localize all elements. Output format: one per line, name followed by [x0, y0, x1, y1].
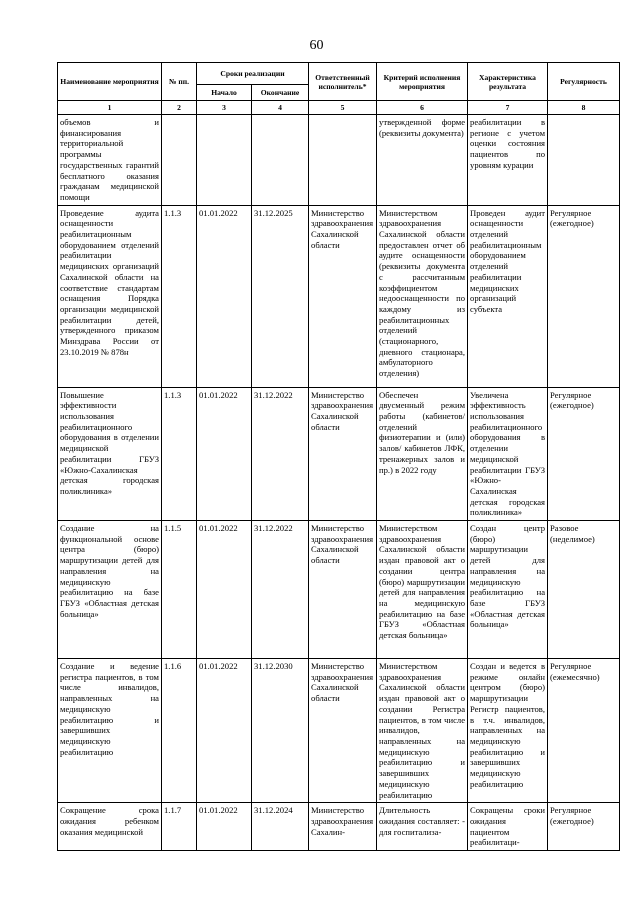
measures-table: [57, 62, 620, 851]
table-row: [58, 387, 620, 520]
cell-result: Увеличена эффективность использования реабилитационного оборудования в отделении медицинской реабилитации ГБУЗ «Южно-Сахалинская детская городская поликлиника»: [468, 387, 548, 520]
cell-criterion: утвержденной форме (реквизиты документа): [377, 115, 468, 206]
cell-num: [162, 115, 197, 206]
header-end: Окончание: [252, 85, 309, 101]
cell-name: Проведение аудита оснащенности реабилитационным оборудованием отделений реабилитации медицинских организаций Сахалинской области на соответствие стандартам оснащения Порядка организации медицинской реабилитации детей, утвержденного приказом Минздрава России от 23.10.2019 № 878н: [58, 205, 162, 387]
page-number: 60: [309, 38, 324, 53]
cell-regularity: Регулярное (ежегодное): [548, 387, 620, 520]
cell-start: [197, 115, 252, 206]
cell-regularity: Регулярное (ежегодное): [548, 803, 620, 851]
header-number-3: 3: [197, 101, 252, 115]
table-row: [58, 205, 620, 387]
cell-criterion: Министерством здравоохранения Сахалинской области издан правовой акт о создании центра (бюро) маршрутизации детей для направления на медицинскую реабилитацию на базе ГБУЗ «Областная детская больница»: [377, 521, 468, 659]
cell-regularity: [548, 115, 620, 206]
cell-num: 1.1.7: [162, 803, 197, 851]
header-name: Наименование мероприятия: [58, 63, 162, 101]
cell-criterion: Длительность ожидания составляет: - для госпитализа-: [377, 803, 468, 851]
header-regularity: Регулярность: [548, 63, 620, 101]
cell-result: Проведен аудит оснащенности отделений реабилитационным оборудованием отделений реабилитации медицинских организаций субъекта: [468, 205, 548, 387]
cell-responsible: [309, 115, 377, 206]
cell-start: 01.01.2022: [197, 521, 252, 659]
cell-result: реабилитации в регионе с учетом оценки состояния пациентов по уровням курации: [468, 115, 548, 206]
cell-result: Создан и ведется в режиме онлайн центром (бюро) маршрутизации Регистр пациентов, в т.ч. инвалидов, направленных на медицинскую реабилитацию и завершивших медицинскую реабилитацию: [468, 659, 548, 803]
header-period: Сроки реализации: [197, 63, 309, 85]
cell-regularity: Разовое (неделимое): [548, 521, 620, 659]
header-number-6: 6: [377, 101, 468, 115]
cell-start: 01.01.2022: [197, 803, 252, 851]
table-row: [58, 115, 620, 206]
cell-name: Создание и ведение регистра пациентов, в том числе инвалидов, направленных на медицинскую реабилитацию и завершивших медицинскую реабилитацию: [58, 659, 162, 803]
cell-end: 31.12.2022: [252, 387, 309, 520]
cell-name: объемов и финансирования территориальной программы государственных гарантий бесплатного оказания гражданам медицинской помощи: [58, 115, 162, 206]
header-num: № пп.: [162, 63, 197, 101]
header-number-8: 8: [548, 101, 620, 115]
cell-criterion: Министерством здравоохранения Сахалинской области предоставлен отчет об аудите оснащенности (реквизиты документа с рассчитанным коэффициентом недооснащенности по каждому из реабилитационных отделений (стационарного, дневного стационара, амбулаторного отделения): [377, 205, 468, 387]
header-result: Характеристика результата: [468, 63, 548, 101]
table-row: [58, 521, 620, 659]
cell-end: [252, 115, 309, 206]
header-start: Начало: [197, 85, 252, 101]
cell-start: 01.01.2022: [197, 387, 252, 520]
header-number-5: 5: [309, 101, 377, 115]
cell-result: Сокращены сроки ожидания пациентом реабилитаци-: [468, 803, 548, 851]
cell-name: Сокращение срока ожидания ребенком оказания медицинской: [58, 803, 162, 851]
cell-regularity: Регулярное (ежемесячно): [548, 659, 620, 803]
cell-responsible: Министерство здравоохранения Сахалинской области: [309, 387, 377, 520]
cell-name: Создание на функциональной основе центра (бюро) маршрутизации детей для направления на медицинскую реабилитацию на базе ГБУЗ «Областная детская больница»: [58, 521, 162, 659]
cell-end: 31.12.2030: [252, 659, 309, 803]
header-criterion: Критерий исполнения мероприятия: [377, 63, 468, 101]
cell-criterion: Министерством здравоохранения Сахалинской области издан правовой акт о создании Регистра пациентов, в том числе инвалидов, направленных на медицинскую реабилитацию и завершивших медицинскую реабилитацию: [377, 659, 468, 803]
header-number-4: 4: [252, 101, 309, 115]
cell-end: 31.12.2025: [252, 205, 309, 387]
header-number-7: 7: [468, 101, 548, 115]
cell-num: 1.1.6: [162, 659, 197, 803]
cell-start: 01.01.2022: [197, 205, 252, 387]
cell-criterion: Обеспечен двусменный режим работы (кабинетов/ отделений физиотерапии и (или) залов/ кабинетов ЛФК, тренажерных залов и пр.) в 2022 году: [377, 387, 468, 520]
cell-end: 31.12.2022: [252, 521, 309, 659]
cell-end: 31.12.2024: [252, 803, 309, 851]
table-row: [58, 659, 620, 803]
table-row: [58, 803, 620, 851]
cell-responsible: Министерство здравоохранения Сахалинской области: [309, 659, 377, 803]
cell-responsible: Министерство здравоохранения Сахалин-: [309, 803, 377, 851]
cell-num: 1.1.5: [162, 521, 197, 659]
cell-num: 1.1.3: [162, 205, 197, 387]
header-responsible: Ответственный исполнитель*: [309, 63, 377, 101]
cell-result: Создан центр (бюро) маршрутизации детей для направления на медицинскую реабилитацию на базе ГБУЗ «Областная детская больница»: [468, 521, 548, 659]
cell-name: Повышение эффективности использования реабилитационного оборудования в отделении медицинской реабилитации ГБУЗ «Южно-Сахалинская детская городская поликлиника»: [58, 387, 162, 520]
header-number-1: 1: [58, 101, 162, 115]
header-number-2: 2: [162, 101, 197, 115]
cell-start: 01.01.2022: [197, 659, 252, 803]
cell-regularity: Регулярное (ежегодное): [548, 205, 620, 387]
cell-responsible: Министерство здравоохранения Сахалинской области: [309, 205, 377, 387]
cell-num: 1.1.3: [162, 387, 197, 520]
cell-responsible: Министерство здравоохранения Сахалинской области: [309, 521, 377, 659]
